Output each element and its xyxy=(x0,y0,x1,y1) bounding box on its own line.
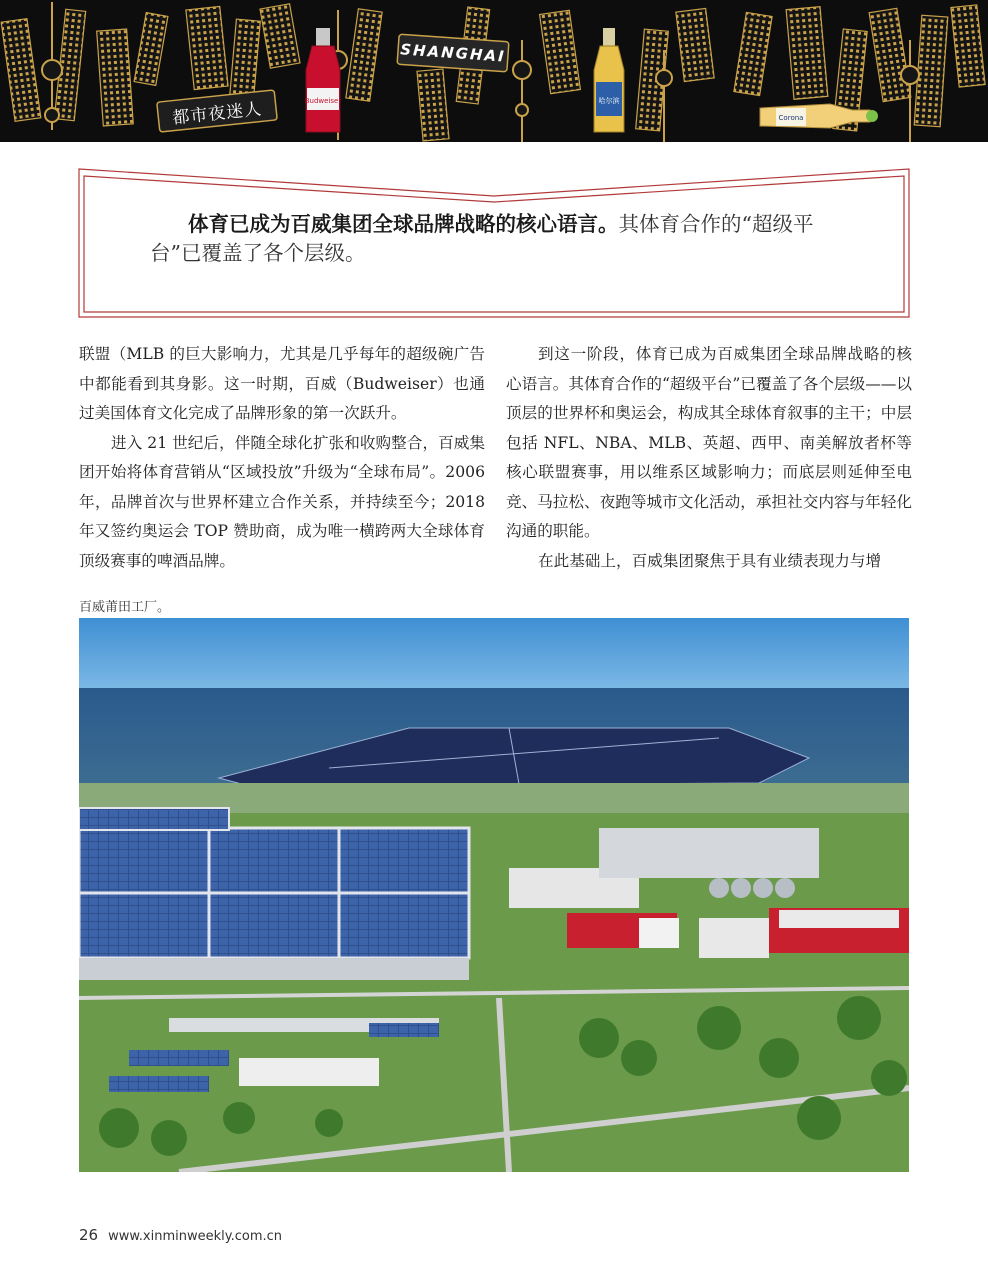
right-paragraph-1: 到这一阶段，体育已成为百威集团全球品牌战略的核心语言。其体育合作的“超级平台”已覆盖了各个层级——以顶层的世界杯和奥运会，构成其全球体育叙事的主干；中层包括 NFL、NBA、MLB、英超、西甲、南美解放者杯等核心联盟赛事，用以维系区域影响力；而底层则延伸至电竞、马拉松、夜跑等城市文化活动，承担社交内容与年轻化沟通的职能。 xyxy=(506,345,912,540)
corona-bottle-icon xyxy=(760,104,878,128)
page-footer xyxy=(79,1226,282,1244)
left-column xyxy=(79,340,485,576)
factory-aerial-photo xyxy=(79,618,909,1172)
left-paragraph-1: 联盟（MLB 的巨大影响力，尤其是几乎每年的超级碗广告中都能看到其身影。这一时期，百威（Budweiser）也通过美国体育文化完成了品牌形象的第一次跃升。 xyxy=(79,345,485,422)
right-column xyxy=(506,340,912,576)
right-paragraph-2: 在此基础上，百威集团聚焦于具有业绩表现力与增 xyxy=(538,551,882,570)
factory-aerial-illustration xyxy=(79,618,909,1172)
page-number: 26 xyxy=(79,1226,99,1244)
pull-quote-rest: 其体育合作的“超级平台”已覆盖了各个层级。 xyxy=(150,212,814,265)
skyline-illustration xyxy=(0,0,988,142)
city-badge: SHANGHAI xyxy=(399,40,507,66)
left-paragraph-2: 进入 21 世纪后，伴随全球化扩张和收购整合，百威集团开始将体育营销从“区域投放”升级为“全球布局”。2006 年，品牌首次与世界杯建立合作关系，并持续至今；2018 年又签约奥运会 TOP 赞助商，成为唯一横跨两大全球体育顶级赛事的啤酒品牌。 xyxy=(79,433,485,570)
pull-quote xyxy=(78,168,910,318)
header-banner xyxy=(0,0,988,142)
pull-quote-text xyxy=(150,210,850,268)
budweiser-bottle-icon xyxy=(306,28,340,132)
harbin-bottle-icon xyxy=(594,28,624,132)
photo-caption: 百威莆田工厂。 xyxy=(79,600,171,615)
bottle-label-harbin: 哈尔滨 xyxy=(598,97,620,105)
website-url: www.xinminweekly.com.cn xyxy=(108,1229,283,1244)
section-label: 都市夜迷人 xyxy=(171,98,264,129)
pull-quote-bold: 体育已成为百威集团全球品牌战略的核心语言。 xyxy=(188,212,619,236)
bottle-label-corona: Corona xyxy=(778,114,804,122)
bottle-label-budweiser: Budweiser xyxy=(304,97,342,105)
